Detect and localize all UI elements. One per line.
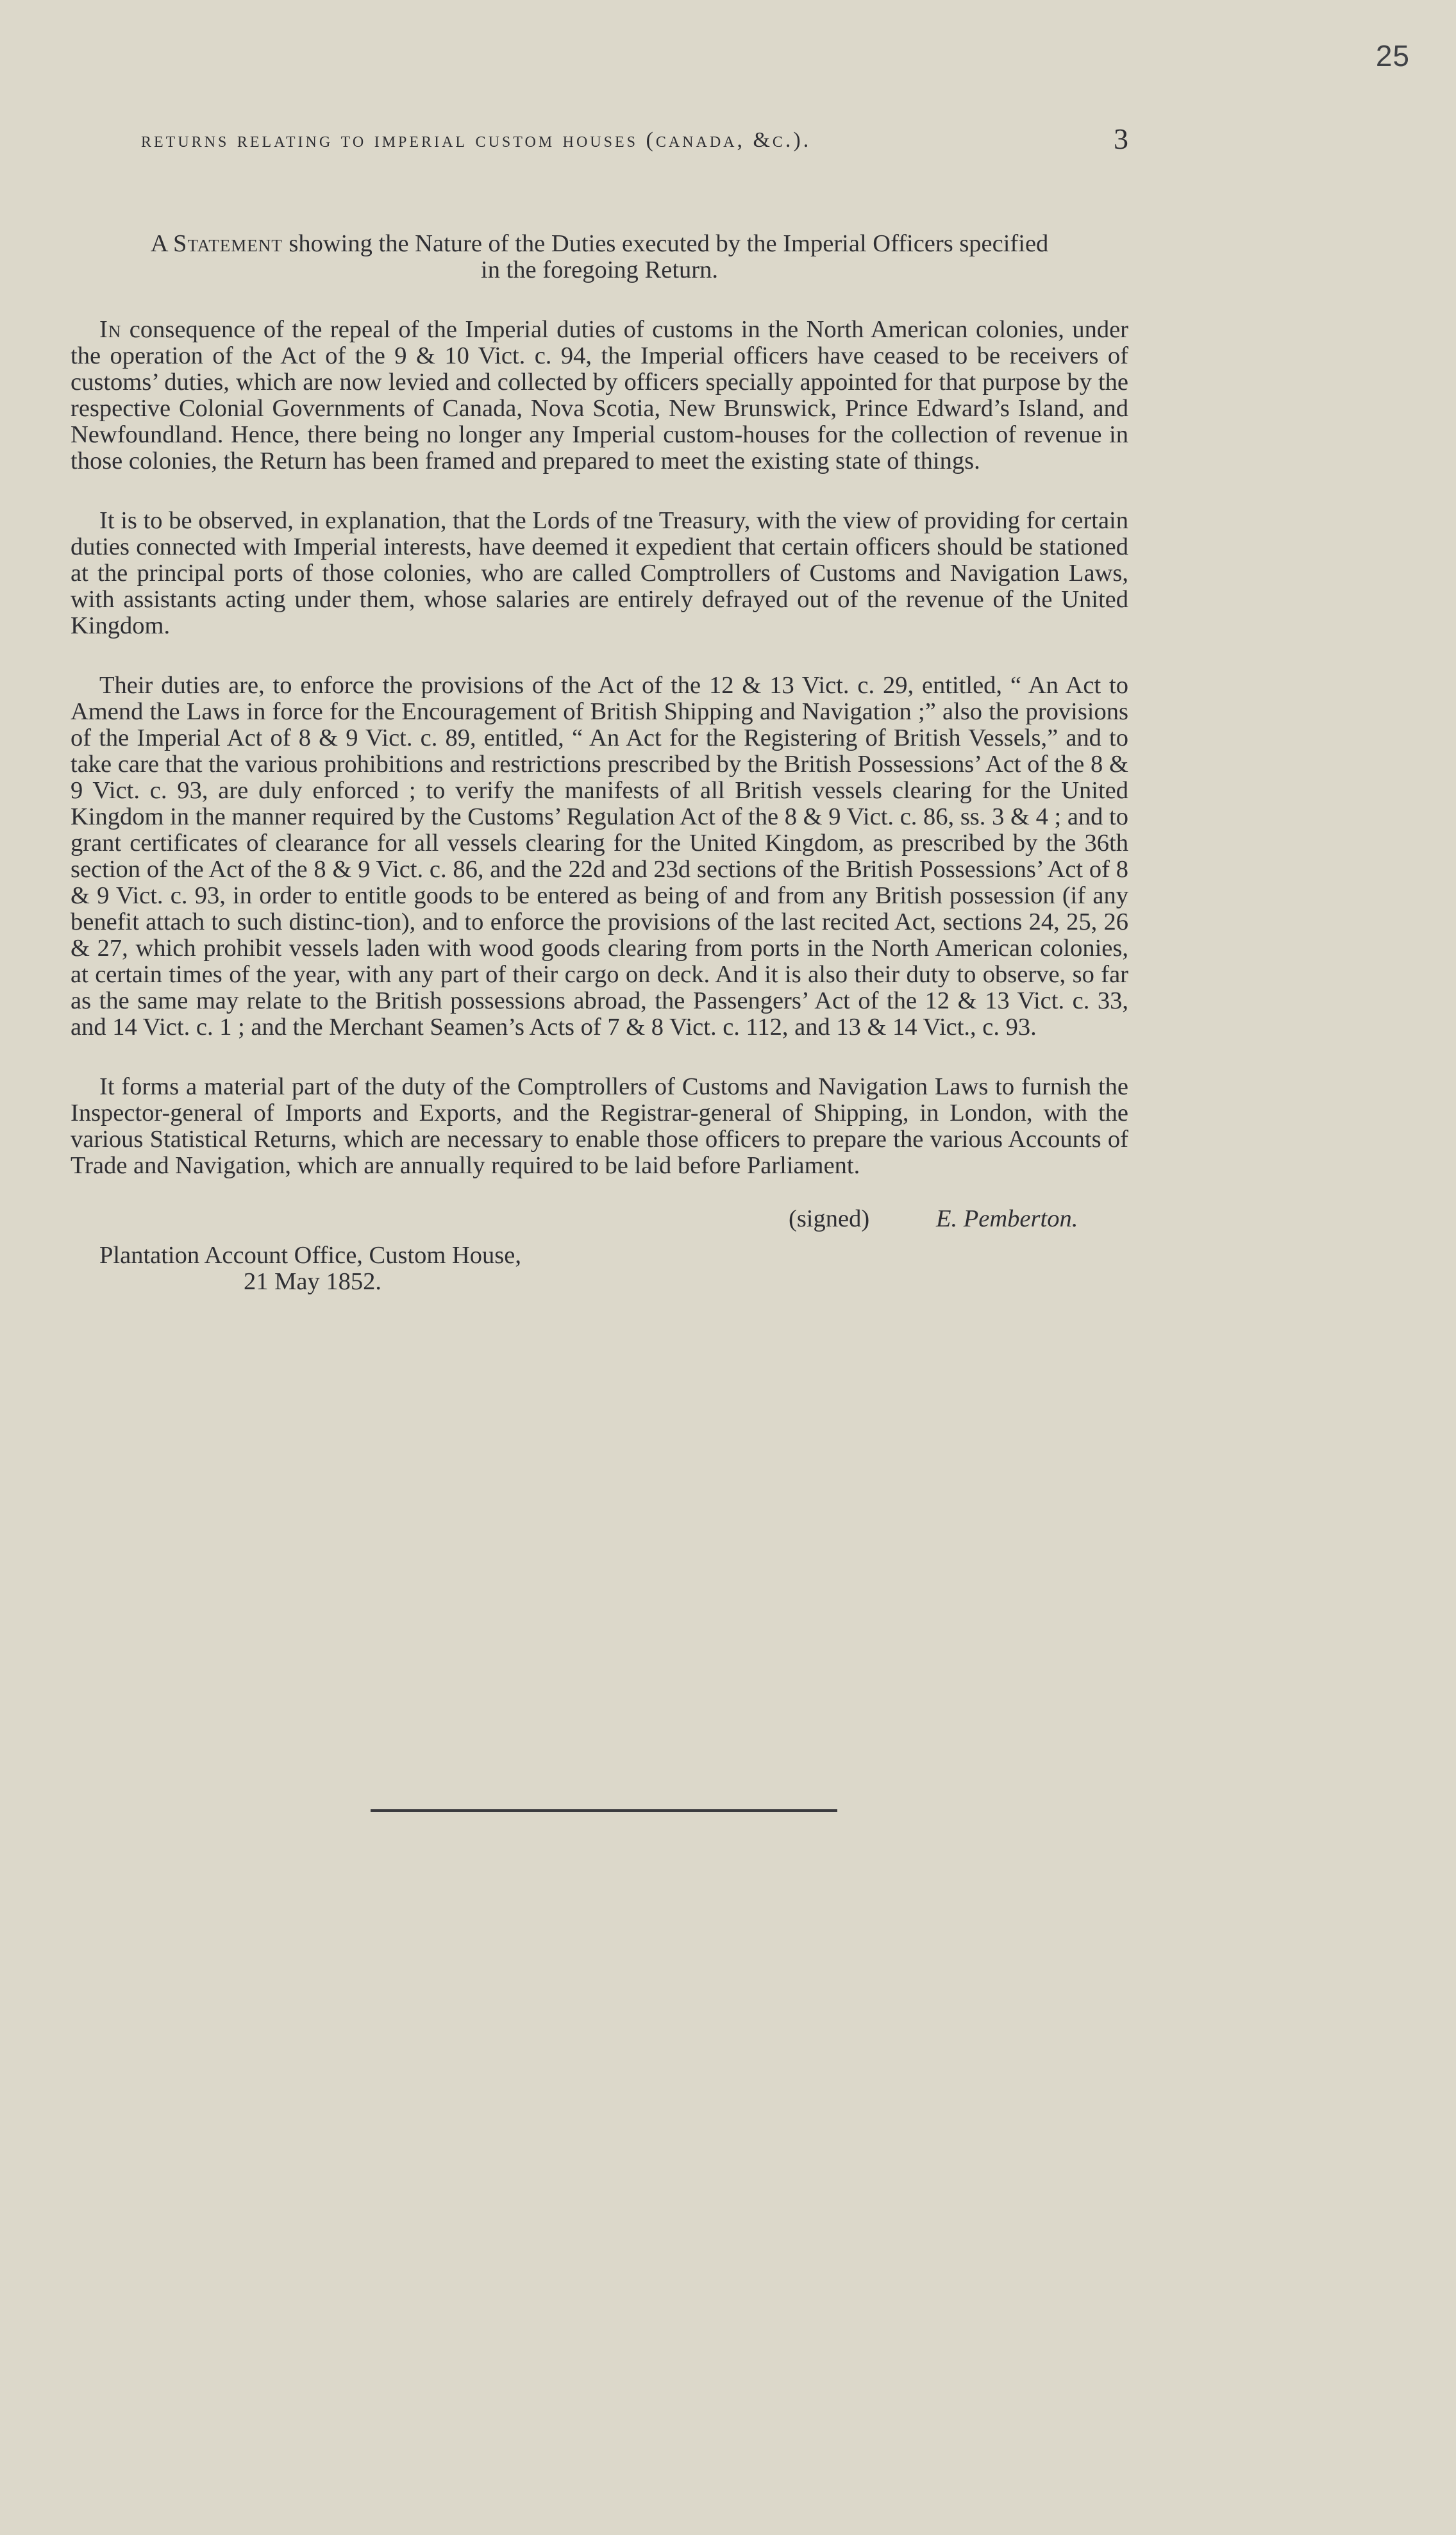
- date-line: 21 May 1852.: [244, 1268, 381, 1295]
- document-body: [71, 231, 1128, 1295]
- page-number-stamp: 25: [1375, 39, 1410, 72]
- paragraph-1-lead: In: [99, 316, 122, 343]
- signed-label: (signed): [789, 1205, 870, 1232]
- paragraph-1-text: consequence of the repeal of the Imperial duties of customs in the North American colonies, under the operation of the Act of the 9 & 10 Vict. c. 94, the Imperial officers have ceased to be receivers of customs’ duties, which are now levied and collected by officers specially appointed for that purpose by the respective Colonial Governments of Canada, Nova Scotia, New Brunswick, Prince Edward’s Island, and Newfoundland. Hence, there being no longer any Imperial custom-houses for the collection of revenue in those colonies, the Return has been framed and prepared to meet the existing state of things.: [71, 316, 1129, 474]
- signature-line: [71, 1206, 1128, 1235]
- paragraph-4: [71, 1074, 1128, 1179]
- heading-small-caps: Statement: [173, 230, 283, 257]
- paragraph-2: [71, 508, 1128, 639]
- running-head: [141, 122, 1128, 160]
- heading-line-1: showing the Nature of the Duties executed by the Imperial Officers specified: [289, 230, 1049, 257]
- page-folio: 3: [1114, 122, 1128, 155]
- signatory-name: E. Pemberton.: [936, 1205, 1078, 1232]
- paragraph-1: [71, 317, 1128, 474]
- paragraph-3-text: Their duties are, to enforce the provisions of the Act of the 12 & 13 Vict. c. 29, entitled, “ An Act to Amend the Laws in force for the Encouragement of British Shipping and Navigation ;” also the provisions of the Imperial Act of 8 & 9 Vict. c. 89, entitled, “ An Act for the Registering of British Vessels,” and to take care that the various prohibitions and restrictions prescribed by the British Possessions’ Act of the 8 & 9 Vict. c. 93, are duly enforced ; to verify the manifests of all British vessels clearing for the United Kingdom in the manner required by the Customs’ Regulation Act of the 8 & 9 Vict. c. 86, ss. 3 & 4 ; and to grant certificates of clearance for all vessels clearing for the United Kingdom, as prescribed by the 36th section of the Act of the 8 & 9 Vict. c. 86, and the 22d and 23d sections of the British Possessions’ Act of 8 & 9 Vict. c. 93, in order to entitle goods to be entered as being of and from any British possession (if any benefit attach to such distinc-tion), and to enforce the provisions of the last recited Act, sections 24, 25, 26 & 27, which prohibit vessels laden with wood goods clearing from ports in the North American colonies, at certain times of the year, with any part of their cargo on deck. And it is also their duty to observe, so far as the same may relate to the British possessions abroad, the Passengers’ Act of the 12 & 13 Vict. c. 33, and 14 Vict. c. 1 ; and the Merchant Seamen’s Acts of 7 & 8 Vict. c. 112, and 13 & 14 Vict., c. 93.: [71, 672, 1128, 1041]
- paragraph-3: [71, 673, 1128, 1041]
- heading-line-2: in the foregoing Return.: [481, 256, 718, 283]
- paragraph-4-text: It forms a material part of the duty of the Comptrollers of Customs and Navigation Laws to furnish the Inspector-general of Imports and Exports, and the Registrar-general of Shipping, in London, with the various Statistical Returns, which are necessary to enable those officers to prepare the various Accounts of Trade and Navigation, which are annually required to be laid before Parliament.: [71, 1073, 1128, 1179]
- office-line: Plantation Account Office, Custom House,: [99, 1242, 521, 1269]
- heading-lead: A: [150, 230, 167, 257]
- statement-heading: [71, 231, 1128, 283]
- running-head-title: returns relating to imperial custom houses (canada, &c.).: [141, 128, 812, 152]
- closing-rule: [371, 1809, 837, 1812]
- paragraph-2-text: It is to be observed, in explanation, that the Lords of tne Treasury, with the view of providing for certain duties connected with Imperial interests, have deemed it expedient that certain officers should be stationed at the principal ports of those colonies, who are called Comptrollers of Customs and Navigation Laws, with assistants acting under them, whose salaries are entirely defrayed out of the revenue of the United Kingdom.: [71, 507, 1128, 639]
